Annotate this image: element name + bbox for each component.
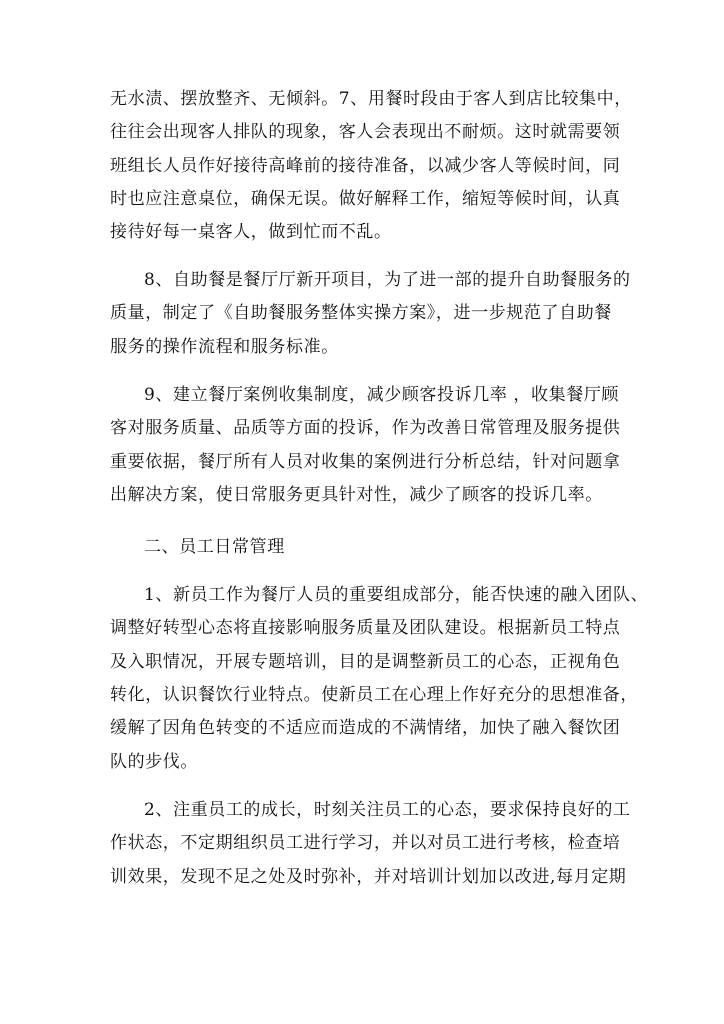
text-line: 客对服务质量、品质等方面的投诉，作为改善日常管理及服务提供 [110, 418, 621, 438]
text-line: 班组长人员作好接待高峰前的接待准备，以减少客人等候时间，同 [110, 156, 621, 176]
text-line: 2、注重员工的成长，时刻关注员工的心态，要求保持良好的工 [144, 800, 631, 820]
text-line: 出解决方案，使日常服务更具针对性，减少了顾客的投诉几率。 [110, 485, 603, 505]
text-line: 训效果，发现不足之处及时弥补，并对培训计划加以改进,每月定期 [110, 867, 627, 887]
section-heading: 二、员工日常管理 [144, 537, 285, 557]
text-line: 8、自助餐是餐厅厅新开项目，为了进一部的提升自助餐服务的 [144, 270, 631, 290]
text-line: 服务的操作流程和服务标准。 [110, 337, 339, 357]
text-line: 时也应注意桌位，确保无误。做好解释工作，缩短等候时间，认真 [110, 189, 621, 209]
text-line: 重要依据，餐厅所有人员对收集的案例进行分析总结，针对问题拿 [110, 452, 621, 472]
text-line: 9、建立餐厅案例收集制度，减少顾客投诉几率 ，收集餐厅顾 [144, 385, 620, 405]
text-line: 质量，制定了《自助餐服务整体实操方案》，进一步规范了自助餐 [110, 303, 612, 323]
text-line: 转化，认识餐饮行业特点。使新员工在心理上作好充分的思想准备， [110, 685, 638, 705]
text-line: 及入职情况，开展专题培训，目的是调整新员工的心态，正视角色 [110, 652, 621, 672]
text-line: 1、新员工作为餐厅人员的重要组成部分，能否快速的融入团队、 [144, 585, 649, 605]
text-line: 接待好每一桌客人，做到忙而不乱。 [110, 222, 392, 242]
text-line: 队的步伐。 [110, 752, 198, 772]
text-line: 作状态，不定期组织员工进行学习，并以对员工进行考核，检查培 [110, 833, 621, 853]
text-line: 无水渍、摆放整齐、无倾斜。7、用餐时段由于客人到店比较集中， [110, 89, 632, 109]
text-line: 往往会出现客人排队的现象，客人会表现出不耐烦。这时就需要领 [110, 122, 621, 142]
text-line: 调整好转型心态将直接影响服务质量及团队建设。根据新员工特点 [110, 618, 621, 638]
text-line: 缓解了因角色转变的不适应而造成的不满情绪，加快了融入餐饮团 [110, 718, 621, 738]
